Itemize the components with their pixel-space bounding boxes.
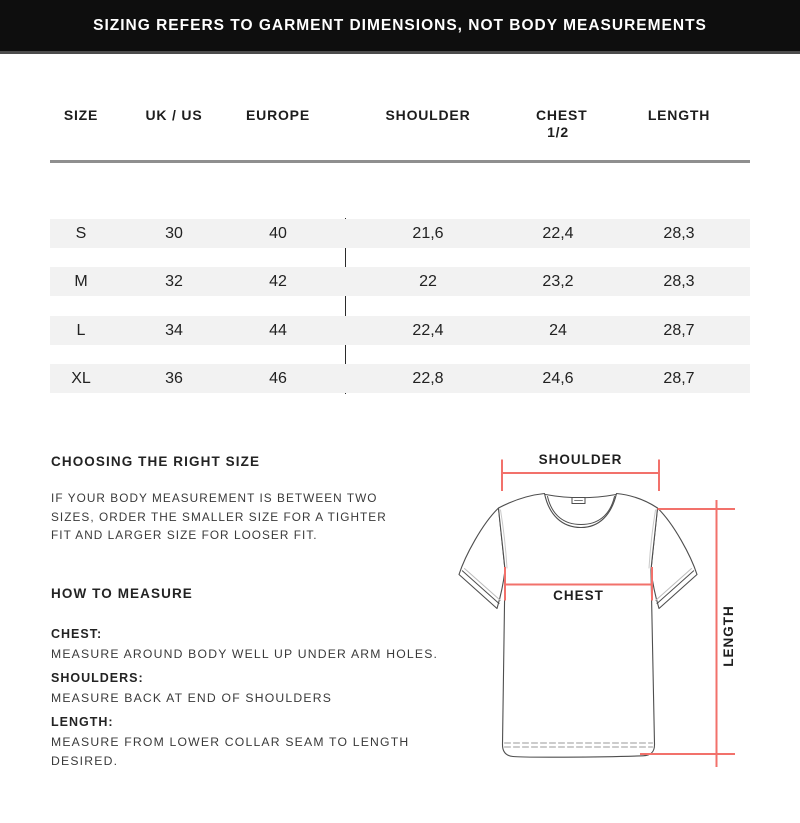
measure-chest-text: MEASURE AROUND BODY WELL UP UNDER ARM HOLES. — [51, 647, 439, 661]
cell-chest: 24,6 — [542, 370, 574, 387]
cell-europe: 44 — [269, 322, 287, 339]
column-header-uk-us: UK / US — [145, 107, 203, 123]
cell-shoulder: 22,4 — [412, 322, 444, 339]
cell-uk-us: 32 — [165, 273, 183, 290]
diagram-length-label: LENGTH — [721, 605, 736, 667]
column-header-chest-line1: CHEST — [536, 107, 588, 123]
cell-shoulder: 22 — [419, 273, 437, 290]
table-row — [50, 219, 750, 248]
cell-length: 28,7 — [663, 370, 695, 387]
tshirt-diagram-svg — [440, 430, 800, 823]
measure-shoulders-text: MEASURE BACK AT END OF SHOULDERS — [51, 691, 333, 705]
disclaimer-text: SIZING REFERS TO GARMENT DIMENSIONS, NOT BODY MEASUREMENTS — [93, 16, 707, 34]
size-table-header — [50, 107, 750, 141]
tshirt-left-sleeve — [459, 508, 505, 609]
cell-length: 28,7 — [663, 322, 695, 339]
measure-chest-label: CHEST: — [51, 627, 103, 641]
column-header-chest-line2: 1/2 — [547, 124, 569, 140]
cell-shoulder: 21,6 — [412, 225, 444, 242]
table-row — [50, 316, 750, 345]
choosing-size-body: IF YOUR BODY MEASUREMENT IS BETWEEN TWO SIZES, ORDER THE SMALLER SIZE FOR A TIGHTER FIT AND LARGER SIZE FOR LOOSER FIT. — [51, 491, 387, 542]
cell-uk-us: 30 — [165, 225, 183, 242]
cell-europe: 46 — [269, 370, 287, 387]
disclaimer-banner — [0, 0, 800, 54]
cell-chest: 23,2 — [542, 273, 574, 290]
column-header-shoulder: SHOULDER — [385, 107, 471, 123]
column-header-length: LENGTH — [647, 107, 711, 123]
measure-length-text: MEASURE FROM LOWER COLLAR SEAM TO LENGTH DESIRED. — [51, 735, 410, 768]
measure-length-label: LENGTH: — [51, 715, 114, 729]
cell-shoulder: 22,8 — [412, 370, 444, 387]
tshirt-body — [499, 494, 658, 758]
table-row — [50, 267, 750, 296]
cell-length: 28,3 — [663, 273, 695, 290]
table-header-underline — [50, 160, 750, 163]
diagram-chest-label: CHEST — [553, 588, 604, 603]
cell-size: M — [74, 273, 88, 290]
cell-chest: 22,4 — [542, 225, 574, 242]
cell-size: XL — [71, 370, 91, 387]
cell-uk-us: 36 — [165, 370, 183, 387]
how-to-measure-heading: HOW TO MEASURE — [51, 586, 193, 601]
cell-europe: 40 — [269, 225, 287, 242]
column-header-europe: EUROPE — [246, 107, 310, 123]
cell-chest: 24 — [549, 322, 567, 339]
choosing-size-heading: CHOOSING THE RIGHT SIZE — [51, 454, 261, 469]
cell-size: L — [76, 322, 86, 339]
table-row — [50, 364, 750, 393]
tshirt-right-sleeve — [651, 508, 697, 609]
diagram-shoulder-label: SHOULDER — [538, 452, 623, 467]
cell-europe: 42 — [269, 273, 287, 290]
column-header-chest — [536, 107, 588, 141]
cell-uk-us: 34 — [165, 322, 183, 339]
measure-shoulders-label: SHOULDERS: — [51, 671, 144, 685]
cell-length: 28,3 — [663, 225, 695, 242]
cell-size: S — [75, 225, 87, 242]
column-header-size: SIZE — [63, 107, 99, 123]
